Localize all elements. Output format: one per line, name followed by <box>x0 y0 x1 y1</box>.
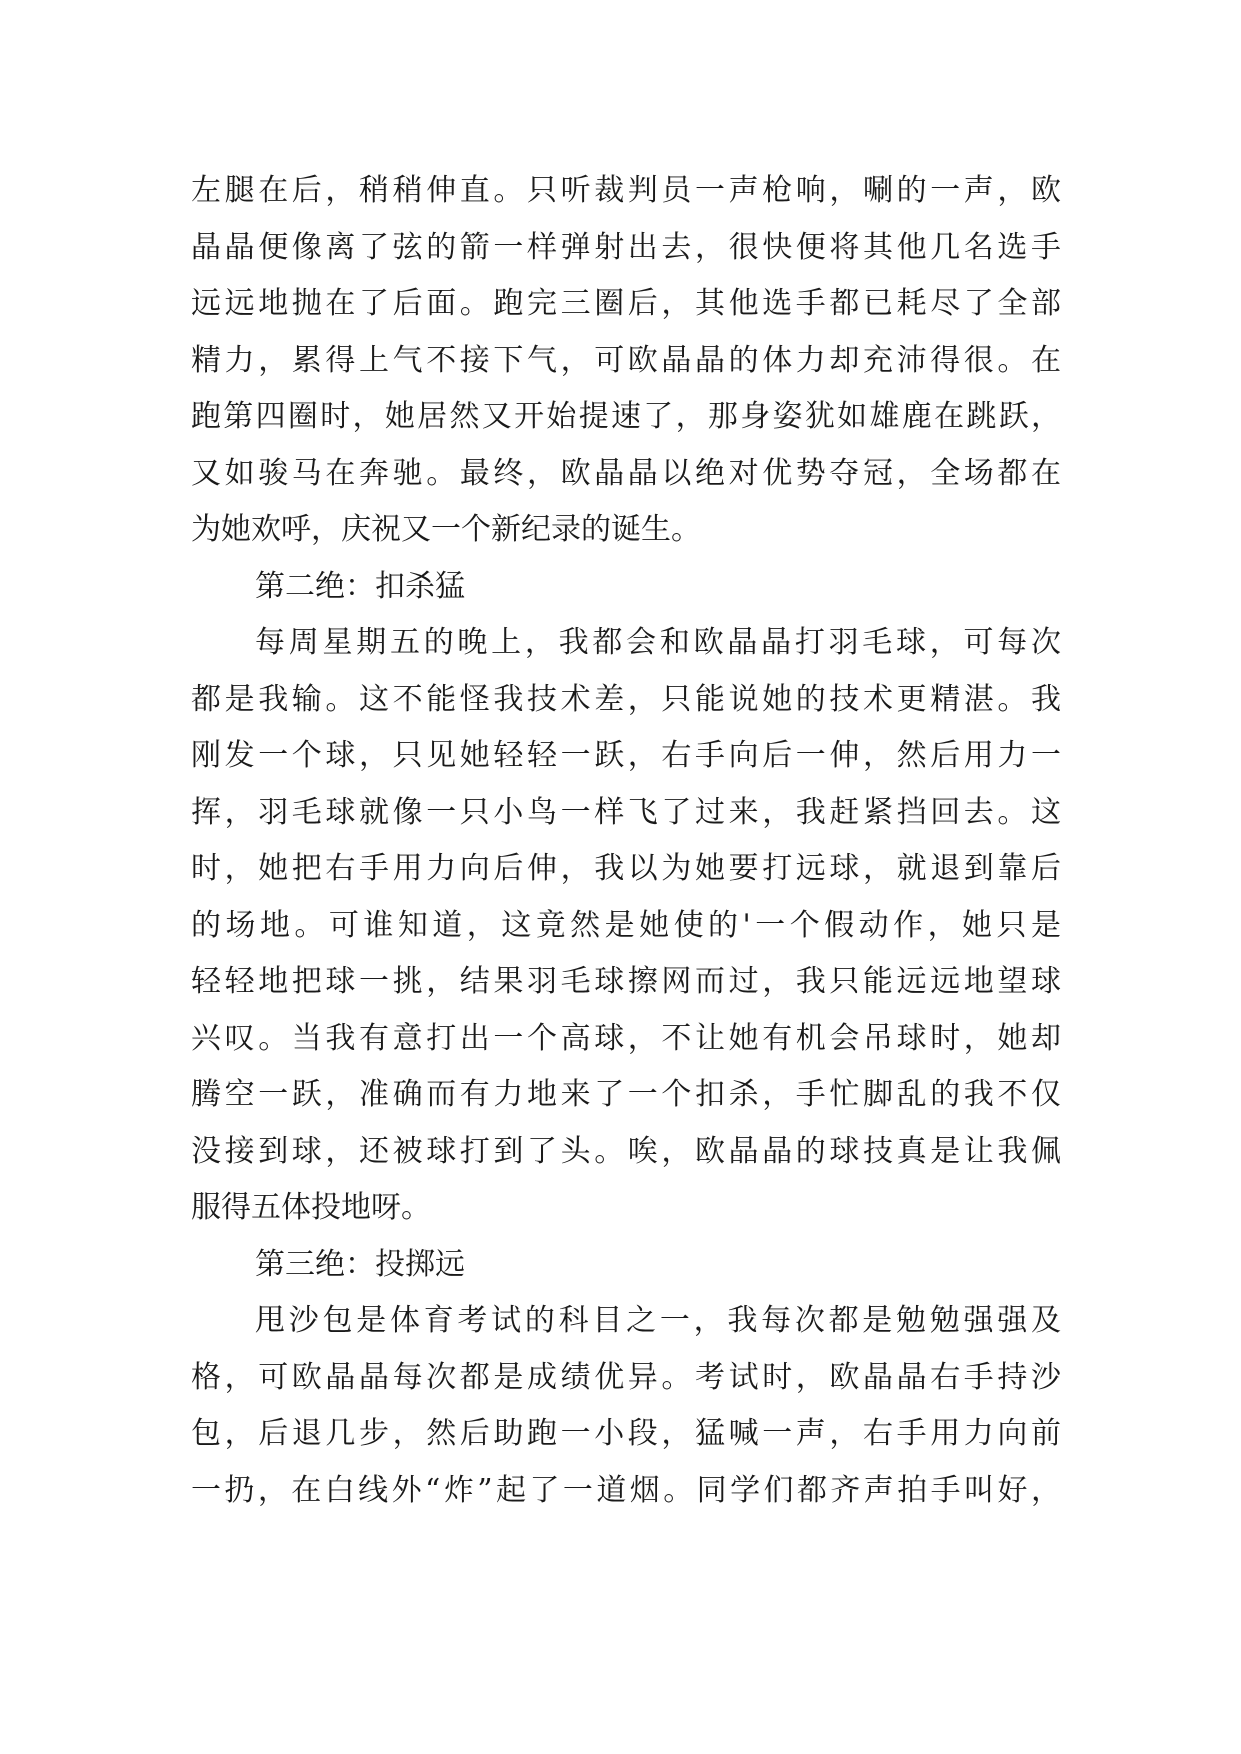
body-line: 没接到球，还被球打到了头。唉，欧晶晶的球技真是让我佩 <box>191 1133 1061 1169</box>
body-line: 时，她把右手用力向后伸，我以为她要打远球，就退到靠后 <box>191 851 1061 886</box>
section-heading: 第二绝：扣杀猛 <box>255 568 465 604</box>
section-heading: 第三绝：投掷远 <box>255 1246 465 1282</box>
body-line: 的场地。可谁知道，这竟然是她使的'一个假动作，她只是 <box>191 907 1061 943</box>
body-line: 轻轻地把球一挑，结果羽毛球擦网而过，我只能远远地望球 <box>191 964 1061 999</box>
body-line: 每周星期五的晚上，我都会和欧晶晶打羽毛球，可每次 <box>255 625 1061 660</box>
body-line: 精力，累得上气不接下气，可欧晶晶的体力却充沛得很。在 <box>191 342 1061 378</box>
body-line: 甩沙包是体育考试的科目之一，我每次都是勉勉强强及 <box>255 1303 1061 1338</box>
body-line: 晶晶便像离了弦的箭一样弹射出去，很快便将其他几名选手 <box>191 229 1061 265</box>
body-line: 刚发一个球，只见她轻轻一跃，右手向后一伸，然后用力一 <box>191 738 1061 773</box>
body-line: 服得五体投地呀。 <box>191 1190 431 1225</box>
body-line: 又如骏马在奔驰。最终，欧晶晶以绝对优势夺冠，全场都在 <box>191 455 1061 491</box>
document-body <box>191 163 1061 1519</box>
body-line: 跑第四圈时，她居然又开始提速了，那身姿犹如雄鹿在跳跃， <box>191 399 1061 434</box>
body-line: 腾空一跃，准确而有力地来了一个扣杀，手忙脚乱的我不仅 <box>191 1077 1061 1112</box>
body-line: 一扔，在白线外“炸”起了一道烟。同学们都齐声拍手叫好， <box>191 1472 1061 1508</box>
body-line: 为她欢呼，庆祝又一个新纪录的诞生。 <box>191 512 701 547</box>
body-line: 兴叹。当我有意打出一个高球，不让她有机会吊球时，她却 <box>191 1020 1061 1056</box>
body-line: 都是我输。这不能怪我技术差，只能说她的技术更精湛。我 <box>191 681 1061 717</box>
body-line: 包，后退几步，然后助跑一小段，猛喊一声，右手用力向前 <box>191 1416 1061 1451</box>
body-line: 远远地抛在了后面。跑完三圈后，其他选手都已耗尽了全部 <box>191 286 1061 321</box>
body-line: 格，可欧晶晶每次都是成绩优异。考试时，欧晶晶右手持沙 <box>191 1359 1061 1395</box>
body-line: 左腿在后，稍稍伸直。只听裁判员一声枪响，唰的一声，欧 <box>191 173 1061 208</box>
body-line: 挥，羽毛球就像一只小鸟一样飞了过来，我赶紧挡回去。这 <box>191 794 1061 830</box>
